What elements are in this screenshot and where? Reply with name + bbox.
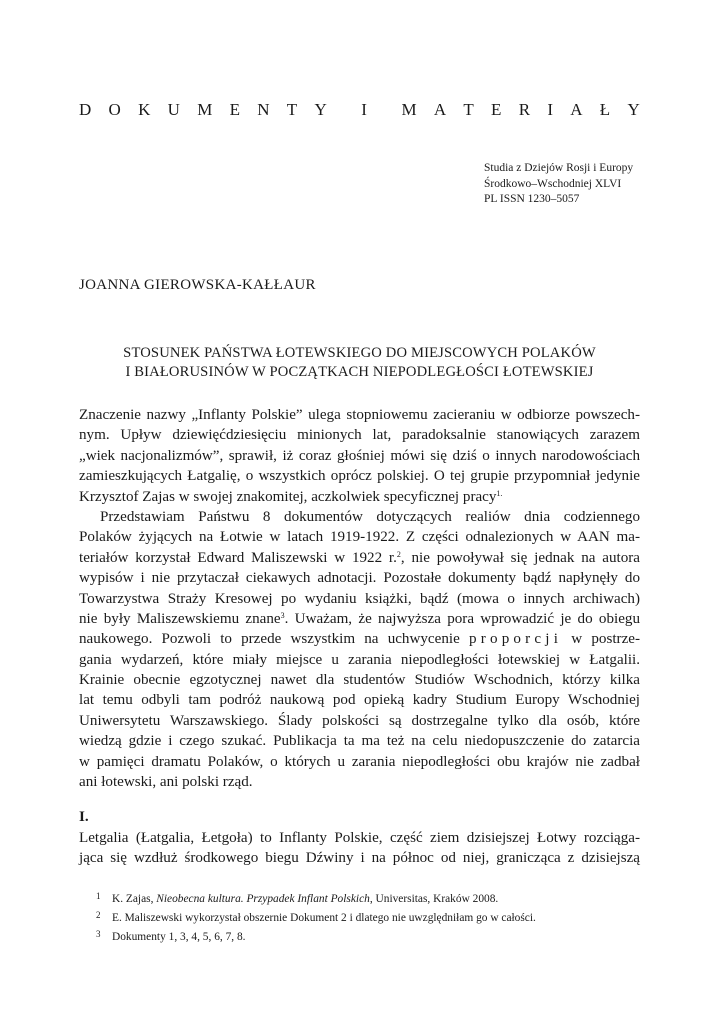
text-line: lat temu odbyli tam podróż naukową pod opieką kadry Studium Europy Wschodniej: [79, 692, 640, 709]
text-line: gania wydarzeń, które miały miejsce u zarania niepodległości łotewskiej w Łatgalii.: [79, 651, 640, 668]
footnote-text: E. Maliszewski wykorzystał obszernie Dokument 2 i dlatego nie uwzględniłam go w całości.: [112, 912, 536, 924]
header-letter: T: [286, 100, 298, 119]
text-line: „wiek nacjonalizmów”, sprawił, iż coraz głośniej mówi się dziś o innych narodowościach: [79, 447, 640, 464]
header-letter: T: [463, 100, 474, 119]
footnote: [96, 926, 640, 945]
text-segment: nie były Maliszewskiemu znane: [79, 610, 281, 627]
text-line: Przedstawiam Państwu 8 dokumentów dotyczących realiów dnia codziennego: [100, 508, 640, 525]
footnote-ref: 1.: [496, 488, 503, 498]
text-segment: naukowego. Pozwoli to przede wszystkim na uchwycenie: [79, 631, 460, 648]
journal-info: [484, 161, 694, 208]
header-letter: N: [257, 100, 270, 119]
text-line: nym. Upływ dziewięćdziesięciu minionych lat, paradoksalnie stanowiących zarazem: [79, 427, 640, 444]
header-letter: A: [433, 100, 447, 119]
text-line: wiedzą gdzie i czego szukać. Publikacja ta ma też na celu niedopuszczenie do zatarcia: [79, 733, 640, 750]
footnote-number: 1: [96, 891, 101, 901]
header-letter: D: [79, 100, 92, 119]
paragraph-1: [79, 405, 640, 507]
header-letter: K: [138, 100, 151, 119]
journal-volume-line: Środkowo–Wschodniej XLVI: [484, 177, 622, 190]
text-line: Krainie obecnie egzotycznej nawet dla studentów Studiów Wschodnich, którzy kilka: [79, 672, 640, 689]
text-segment: . Uważam, że najwyższa pora wprowadzić je do obiegu: [284, 610, 640, 627]
footnote: [96, 888, 640, 907]
footnote-ref: 2: [396, 549, 401, 559]
footnote-text: , Universitas, Kraków 2008.: [369, 893, 499, 905]
header-letter: O: [108, 100, 121, 119]
header-letter: E: [229, 100, 240, 119]
journal-issn-line: PL ISSN 1230–5057: [484, 193, 580, 205]
journal-title-line: Studia z Dziejów Rosji i Europy: [484, 162, 634, 174]
footnotes: [96, 888, 640, 945]
footnote-text: Dokumenty 1, 3, 4, 5, 6, 7, 8.: [112, 931, 246, 943]
article-title: [79, 344, 640, 382]
text-segment: teriałów korzystał Edward Maliszewski w 1922 r.: [79, 549, 397, 566]
footnote: [96, 907, 640, 926]
text-line: zamieszkujących Łatgalię, o wszystkich oprócz polskiej. O tej grupie przypomniał jedynie: [79, 468, 640, 485]
header-letter: M: [197, 100, 213, 119]
text-segment: Krzysztof Zajas w swojej znakomitej, aczkolwiek specyficznej pracy: [79, 488, 497, 505]
text-line: [79, 609, 640, 629]
header-letter: A: [570, 100, 583, 119]
paragraph-2: [79, 507, 640, 792]
text-line: ani łotewski, ani polski rząd.: [79, 774, 253, 791]
text-segment: , nie powoływał się jednak na autora: [400, 549, 640, 566]
text-line: jąca się wzdłuż środkowego biegu Dźwiny i na północ od niej, granicząca z dzisiejszą: [79, 850, 640, 867]
emphasized-word: proporcji: [468, 631, 563, 648]
paragraph-3: [79, 828, 640, 869]
text-line: [79, 629, 640, 649]
header-letter: Y: [627, 100, 640, 119]
header-letter: U: [167, 100, 180, 119]
text-line: wypisów i nie przytaczał ciekawych adnotacji. Pozostałe dokumenty bądź napłynęły do: [79, 570, 640, 587]
header-letter: Ł: [599, 100, 611, 119]
section-heading: I.: [79, 809, 89, 826]
text-line: Znaczenie nazwy „Inflanty Polskie” ulega stopniowemu zacieraniu w odbiorze powszech-: [79, 407, 640, 423]
footnote-book-title: Nieobecna kultura. Przypadek Inflant Polskich: [156, 893, 370, 905]
footnote-text: K. Zajas,: [112, 893, 157, 905]
header-letter: E: [491, 100, 502, 119]
text-line: [79, 487, 640, 507]
text-line: Polaków żyjących na Łotwie w latach 1919-1922. Z części odnalezionych w AAN ma-: [79, 529, 640, 546]
footnote-number: 2: [96, 910, 101, 920]
spacer: [79, 792, 640, 807]
text-line: Towarzystwa Straży Kresowej po wydaniu książki, bądź (mowa o innych archiwach): [79, 590, 640, 607]
header-letter: R: [518, 100, 531, 119]
article-title-line: I BIAŁORUSINÓW W POCZĄTKACH NIEPODLEGŁOŚCI ŁOTEWSKIEJ: [125, 364, 594, 380]
header-letter: I: [547, 100, 553, 119]
article-title-line: STOSUNEK PAŃSTWA ŁOTEWSKIEGO DO MIEJSCOWYCH POLAKÓW: [123, 345, 596, 361]
footnote-ref: 3: [280, 610, 285, 620]
text-line: Uniwersytetu Warszawskiego. Ślady polskości są dostrzegalne tylko dla osób, które: [79, 712, 640, 729]
section-header: [79, 99, 640, 121]
text-line: Letgalia (Łatgalia, Łetgoła) to Inflanty Polskie, część ziem dzisiejszej Łotwy rozciąga-: [79, 829, 640, 846]
header-letter: Y: [314, 100, 327, 119]
article-body: [79, 405, 640, 869]
text-segment: w postrze-: [571, 631, 640, 648]
text-line: [79, 548, 640, 568]
footnote-number: 3: [96, 929, 101, 939]
header-letter: M: [401, 100, 417, 119]
author-name: JOANNA GIEROWSKA-KAŁŁAUR: [79, 277, 316, 293]
header-letter: I: [361, 100, 367, 119]
text-line: w pamięci dramatu Polaków, o których u zarania niepodległości obu krajów nie zadbał: [79, 753, 640, 770]
